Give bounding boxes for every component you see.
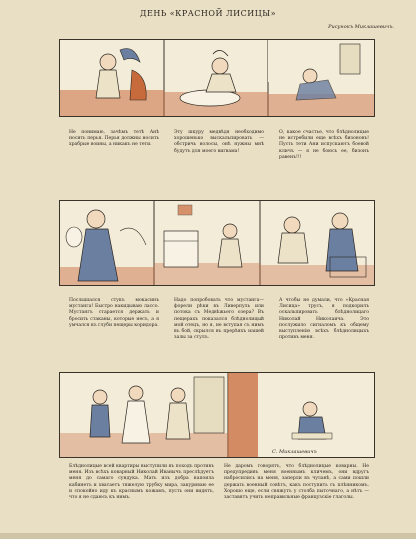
caption-1-1: Не понимаю, зачѣмъ тетѣ Анѣ носить перья. Перья должны носить храбрые воины, а никакъ не тети. (69, 130, 159, 148)
caption-2-1: Послышался стукъ мокасинъ мустанга! Быстро накидываю лассо. Мустангъ старается держать и бросить стаканы, которые несъ, а я умчался къ глуби пещеры коридора. (69, 298, 159, 328)
piano (164, 231, 198, 267)
illustration-credit: Рисунокъ Миклашевичъ. (328, 24, 394, 30)
comic-strip-2 (59, 200, 375, 286)
page-bottom-edge (0, 533, 416, 539)
curtain-window (194, 377, 224, 433)
closet-door (228, 373, 258, 457)
bench (292, 433, 332, 439)
boy-head (100, 54, 116, 70)
woman-dress (78, 229, 118, 281)
tray (66, 227, 82, 247)
comic-strip-1-art (60, 40, 374, 116)
lasso-rope (120, 228, 146, 245)
caption-1-3: О, какое счастье, что блѣднолицые не истребили еще всѣхъ бизоновъ! Пусть тети Ани испускаютъ боевой кличъ — я не боюсь ее, бизонъ равенъ!!! (279, 130, 369, 160)
comic-strip-2-art (60, 201, 374, 285)
comic-strip-3 (59, 372, 375, 458)
comic-strip-3-art (60, 373, 374, 457)
doorway (340, 44, 360, 74)
caption-3-1: Блѣднолицые всей квартиры выступили въ походъ противъ меня. Изъ всѣхъ коварный Николай Иванычъ преслѣдуетъ меня до самаго сундука. Мать изъ добра напоила кабинетъ и хватаетъ тяжелую трубку мира, закуриваю ее и спокойно иду къ краснымъ кожамъ, пусть они видятъ, что я не сдаюсь къ нимъ. (69, 464, 214, 501)
comic-strip-1 (59, 39, 375, 117)
bear-skin-rug (180, 90, 240, 106)
caption-2-2: Надо попробовать что мустанга—форели рѣки въ Ливерпуль или потока съ Медвѣжьего озера? Въ пещерахъ показался блѣднолицый мой отецъ, но я, не вступая съ нимъ въ бой, скрылся въ прерѣяхъ нашей залы за стулъ. (174, 298, 264, 341)
caption-2-3: А чтобы не думали, что «Красная Лисица» трусъ, я подкорилъ оскальпировать блѣднолицаго Николай Николаича. Это послужило сигналомъ къ общему выступленію всѣхъ блѣднолицыхъ противъ меня. (279, 298, 369, 341)
woman-head (87, 210, 105, 228)
artist-signature: С. Миклашевичъ (272, 449, 317, 455)
prisoner-boy (303, 402, 317, 416)
wall-picture (178, 205, 192, 215)
caption-1-2: Эту шкуру медвѣдя необходимо хорошенько выскальпировать — обстричь волосы, онѣ нужны мнѣ будутъ для моего вигвама! (174, 130, 264, 154)
caption-3-2: Не даромъ говорятъ, что блѣднолицые коварны. Не предупредивъ меня военнымъ кличемъ, они вдругъ набросились на меня, заперли въ чуланѣ, а сами пошли держать военный совѣтъ, какъ поступить съ плѣнникомъ. Хорошо еще, если свяжутъ у столба пыточнаго, а нѣтъ — заставятъ учить неправильные французскіе глаголы. (224, 464, 369, 501)
page-title: ДЕНЬ «КРАСНОЙ ЛИСИЦЫ» (140, 9, 276, 18)
feather-hat (120, 49, 140, 63)
